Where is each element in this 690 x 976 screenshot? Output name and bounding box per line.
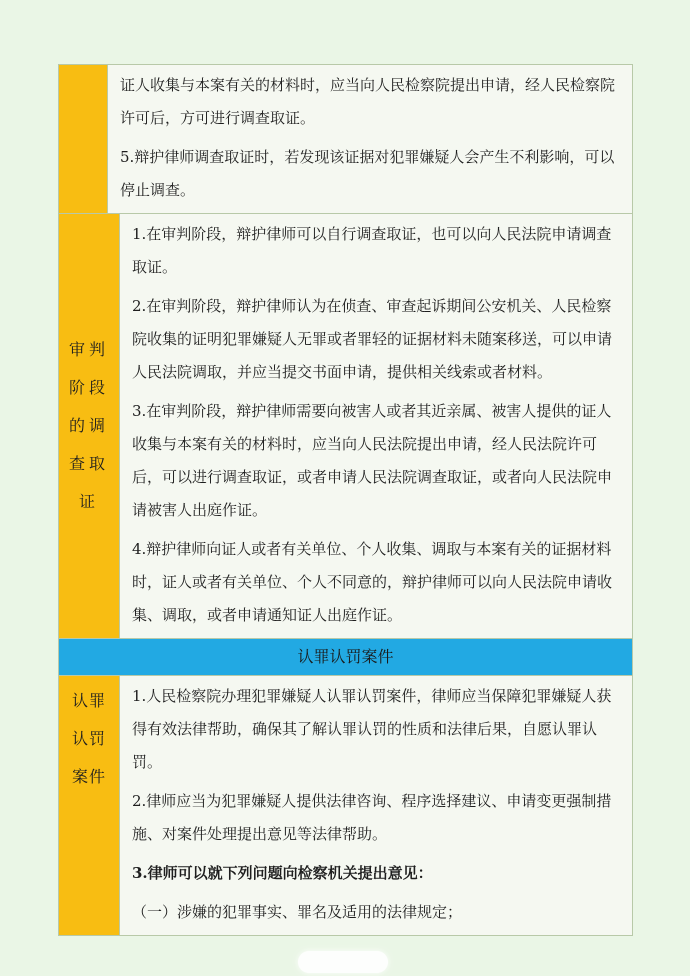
paragraph: 3.在审判阶段，辩护律师需要向被害人或者其近亲属、被害人提供的证人收集与本案有关的材料时，应当向人民法院提出申请，经人民法院许可后，可以进行调查取证，或者申请人民法院调查取证，或者向人民法院申请被害人出庭作证。 (132, 402, 613, 519)
paragraph: 1.在审判阶段，辩护律师可以自行调查取证，也可以向人民法院申请调查取证。 (132, 225, 612, 276)
paragraph: 5.辩护律师调查取证时，若发现该证据对犯罪嫌疑人会产生不利影响，可以停止调查。 (120, 148, 615, 199)
paragraph: 4.辩护律师向证人或者有关单位、个人收集、调取与本案有关的证据材料时，证人或者有关单位、个人不同意的，辩护律师可以向人民法院申请收集、调取，或者申请通知证人出庭作证。 (132, 540, 613, 624)
paragraph: 2.律师应当为犯罪嫌疑人提供法律咨询、程序选择建议、申请变更强制措施、对案件处理提出意见等法律帮助。 (132, 792, 612, 843)
paragraph: 1.人民检察院办理犯罪嫌疑人认罪认罚案件，律师应当保障犯罪嫌疑人获得有效法律帮助，确保其了解认罪认罚的性质和法律后果，自愿认罪认罚。 (132, 687, 612, 771)
blurred-watermark (298, 951, 388, 973)
row-content (120, 676, 632, 935)
row-content (120, 214, 632, 638)
table-row-continued (59, 65, 632, 214)
table-row-plea (59, 676, 632, 935)
row-content (108, 65, 632, 213)
paragraph: 证人收集与本案有关的材料时，应当向人民检察院提出申请，经人民检察院许可后，方可进行调查取证。 (120, 76, 616, 127)
table-row-trial-stage (59, 214, 632, 639)
legal-procedure-table (58, 64, 633, 936)
paragraph: （一）涉嫌的犯罪事实、罪名及适用的法律规定； (132, 903, 463, 921)
paragraph: 2.在审判阶段，辩护律师认为在侦查、审查起诉期间公安机关、人民检察院收集的证明犯罪嫌疑人无罪或者罪轻的证据材料未随案移送，可以申请人民法院调取，并应当提交书面申请，提供相关线索或者材料。 (132, 297, 613, 381)
row-label-plea: 认罪认罚案件 (59, 676, 120, 935)
paragraph: 3.律师可以就下列问题向检察机关提出意见： (132, 864, 433, 882)
row-label-empty (59, 65, 108, 213)
section-header: 认罪认罚案件 (59, 639, 632, 676)
row-label-trial-stage: 审判阶段的调查取证 (59, 214, 120, 638)
